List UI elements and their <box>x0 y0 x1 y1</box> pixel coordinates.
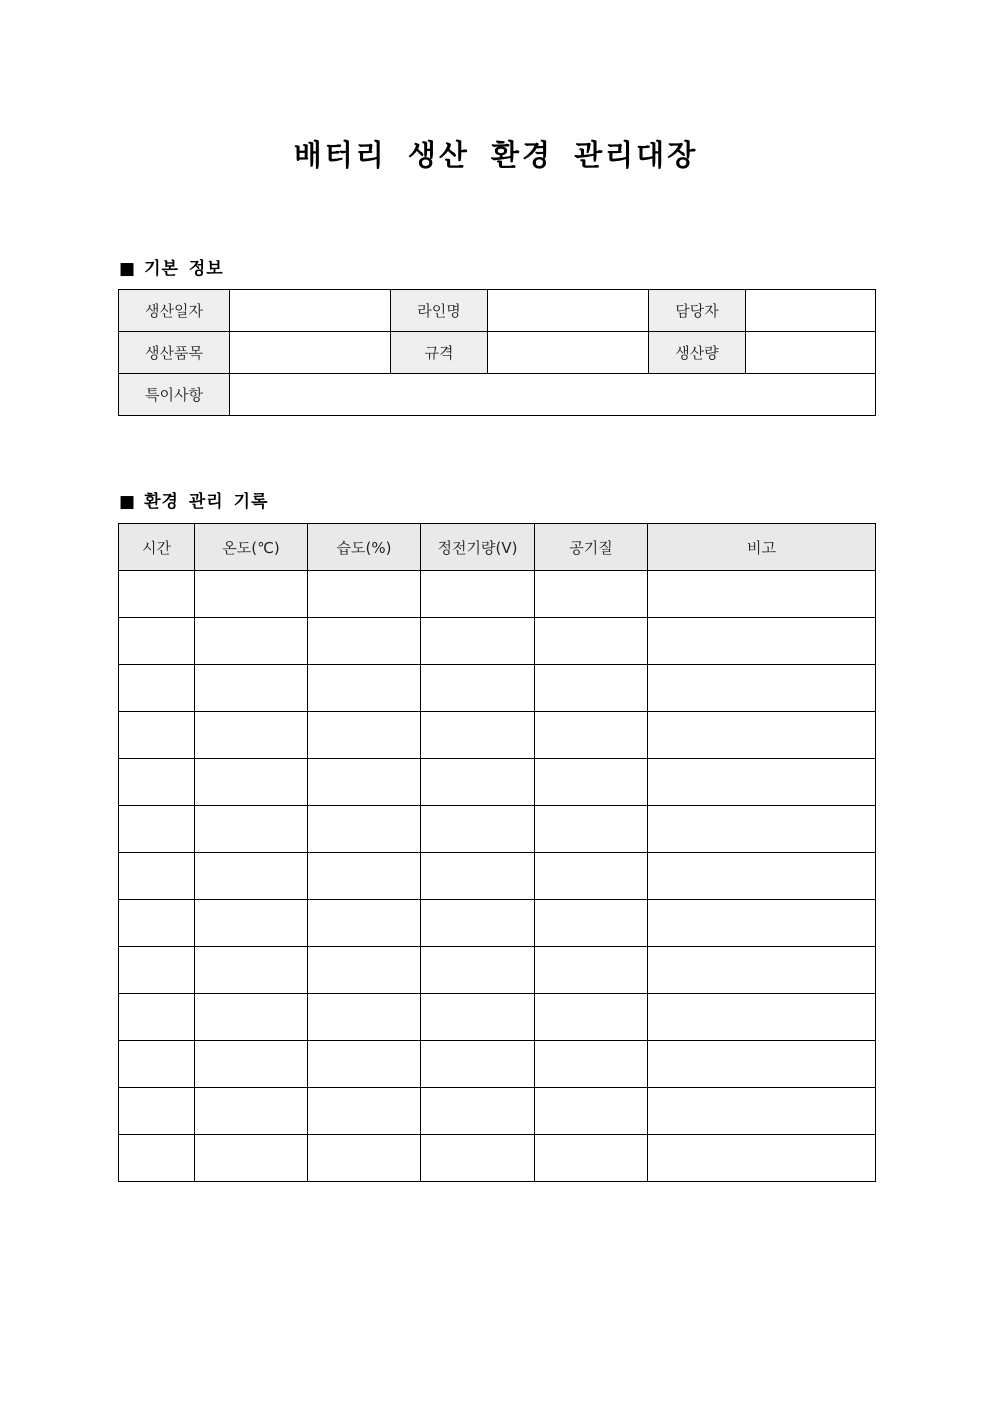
table-row <box>119 374 876 416</box>
table-row <box>119 1041 876 1088</box>
static-cell[interactable] <box>421 1088 535 1135</box>
time-cell[interactable] <box>119 1088 195 1135</box>
page-title: 배터리 생산 환경 관리대장 <box>293 138 699 172</box>
temperature-cell[interactable] <box>195 618 308 665</box>
air-quality-cell[interactable] <box>535 853 648 900</box>
table-row <box>119 618 876 665</box>
table-row <box>119 947 876 994</box>
column-header-static: 정전기량(V) <box>421 524 535 571</box>
column-header-notes: 비고 <box>648 524 876 571</box>
humidity-cell[interactable] <box>308 712 421 759</box>
humidity-cell[interactable] <box>308 994 421 1041</box>
air-quality-cell[interactable] <box>535 1088 648 1135</box>
humidity-cell[interactable] <box>308 900 421 947</box>
spec-field[interactable] <box>488 332 649 374</box>
production-date-label: 생산일자 <box>119 290 230 332</box>
notes-cell[interactable] <box>648 806 876 853</box>
section-title-env-record <box>119 487 268 512</box>
temperature-cell[interactable] <box>195 571 308 618</box>
section-title-basic-info <box>119 254 224 279</box>
manager-label: 담당자 <box>649 290 746 332</box>
column-header-temperature: 온도(℃) <box>195 524 308 571</box>
column-header-time: 시간 <box>119 524 195 571</box>
humidity-cell[interactable] <box>308 1135 421 1182</box>
notes-cell[interactable] <box>648 994 876 1041</box>
air-quality-cell[interactable] <box>535 712 648 759</box>
square-bullet-icon: ■ <box>119 492 137 512</box>
notes-cell[interactable] <box>648 759 876 806</box>
table-row <box>119 1135 876 1182</box>
static-cell[interactable] <box>421 947 535 994</box>
temperature-cell[interactable] <box>195 1088 308 1135</box>
static-cell[interactable] <box>421 1135 535 1182</box>
air-quality-cell[interactable] <box>535 1041 648 1088</box>
temperature-cell[interactable] <box>195 665 308 712</box>
notes-cell[interactable] <box>648 1088 876 1135</box>
product-field[interactable] <box>230 332 391 374</box>
static-cell[interactable] <box>421 712 535 759</box>
temperature-cell[interactable] <box>195 1135 308 1182</box>
table-row <box>119 571 876 618</box>
static-cell[interactable] <box>421 806 535 853</box>
time-cell[interactable] <box>119 712 195 759</box>
humidity-cell[interactable] <box>308 806 421 853</box>
time-cell[interactable] <box>119 900 195 947</box>
humidity-cell[interactable] <box>308 665 421 712</box>
temperature-cell[interactable] <box>195 1041 308 1088</box>
table-row <box>119 853 876 900</box>
temperature-cell[interactable] <box>195 759 308 806</box>
notes-cell[interactable] <box>648 853 876 900</box>
time-cell[interactable] <box>119 665 195 712</box>
production-date-field[interactable] <box>230 290 391 332</box>
static-cell[interactable] <box>421 759 535 806</box>
product-label: 생산품목 <box>119 332 230 374</box>
air-quality-cell[interactable] <box>535 618 648 665</box>
table-row <box>119 1088 876 1135</box>
temperature-cell[interactable] <box>195 900 308 947</box>
time-cell[interactable] <box>119 947 195 994</box>
time-cell[interactable] <box>119 994 195 1041</box>
spec-label: 규격 <box>391 332 488 374</box>
time-cell[interactable] <box>119 1135 195 1182</box>
humidity-cell[interactable] <box>308 947 421 994</box>
table-row <box>119 332 876 374</box>
env-record-table <box>118 523 876 1182</box>
temperature-cell[interactable] <box>195 994 308 1041</box>
manager-field[interactable] <box>746 290 876 332</box>
table-row <box>119 806 876 853</box>
basic-info-table <box>118 289 876 416</box>
line-name-field[interactable] <box>488 290 649 332</box>
air-quality-cell[interactable] <box>535 947 648 994</box>
notes-cell[interactable] <box>648 618 876 665</box>
time-cell[interactable] <box>119 1041 195 1088</box>
notes-cell[interactable] <box>648 947 876 994</box>
notes-cell[interactable] <box>648 1041 876 1088</box>
air-quality-cell[interactable] <box>535 759 648 806</box>
column-header-humidity: 습도(%) <box>308 524 421 571</box>
static-cell[interactable] <box>421 994 535 1041</box>
quantity-field[interactable] <box>746 332 876 374</box>
section-title-text: 환경 관리 기록 <box>144 492 269 512</box>
table-row <box>119 759 876 806</box>
time-cell[interactable] <box>119 571 195 618</box>
time-cell[interactable] <box>119 618 195 665</box>
air-quality-cell[interactable] <box>535 994 648 1041</box>
static-cell[interactable] <box>421 1041 535 1088</box>
notes-cell[interactable] <box>648 571 876 618</box>
table-row <box>119 712 876 759</box>
table-row <box>119 665 876 712</box>
humidity-cell[interactable] <box>308 759 421 806</box>
table-row <box>119 994 876 1041</box>
air-quality-cell[interactable] <box>535 665 648 712</box>
remarks-field[interactable] <box>230 374 876 416</box>
notes-cell[interactable] <box>648 665 876 712</box>
column-header-air-quality: 공기질 <box>535 524 648 571</box>
air-quality-cell[interactable] <box>535 900 648 947</box>
table-row <box>119 290 876 332</box>
notes-cell[interactable] <box>648 900 876 947</box>
humidity-cell[interactable] <box>308 618 421 665</box>
quantity-label: 생산량 <box>649 332 746 374</box>
static-cell[interactable] <box>421 665 535 712</box>
static-cell[interactable] <box>421 900 535 947</box>
remarks-label: 특이사항 <box>119 374 230 416</box>
air-quality-cell[interactable] <box>535 571 648 618</box>
humidity-cell[interactable] <box>308 1088 421 1135</box>
humidity-cell[interactable] <box>308 571 421 618</box>
square-bullet-icon: ■ <box>119 259 137 279</box>
line-name-label: 라인명 <box>391 290 488 332</box>
time-cell[interactable] <box>119 806 195 853</box>
time-cell[interactable] <box>119 853 195 900</box>
table-header-row <box>119 524 876 571</box>
table-row <box>119 900 876 947</box>
humidity-cell[interactable] <box>308 853 421 900</box>
temperature-cell[interactable] <box>195 806 308 853</box>
air-quality-cell[interactable] <box>535 1135 648 1182</box>
air-quality-cell[interactable] <box>535 806 648 853</box>
notes-cell[interactable] <box>648 1135 876 1182</box>
static-cell[interactable] <box>421 571 535 618</box>
notes-cell[interactable] <box>648 712 876 759</box>
section-title-text: 기본 정보 <box>144 259 224 279</box>
static-cell[interactable] <box>421 618 535 665</box>
humidity-cell[interactable] <box>308 1041 421 1088</box>
time-cell[interactable] <box>119 759 195 806</box>
temperature-cell[interactable] <box>195 947 308 994</box>
static-cell[interactable] <box>421 853 535 900</box>
temperature-cell[interactable] <box>195 712 308 759</box>
temperature-cell[interactable] <box>195 853 308 900</box>
